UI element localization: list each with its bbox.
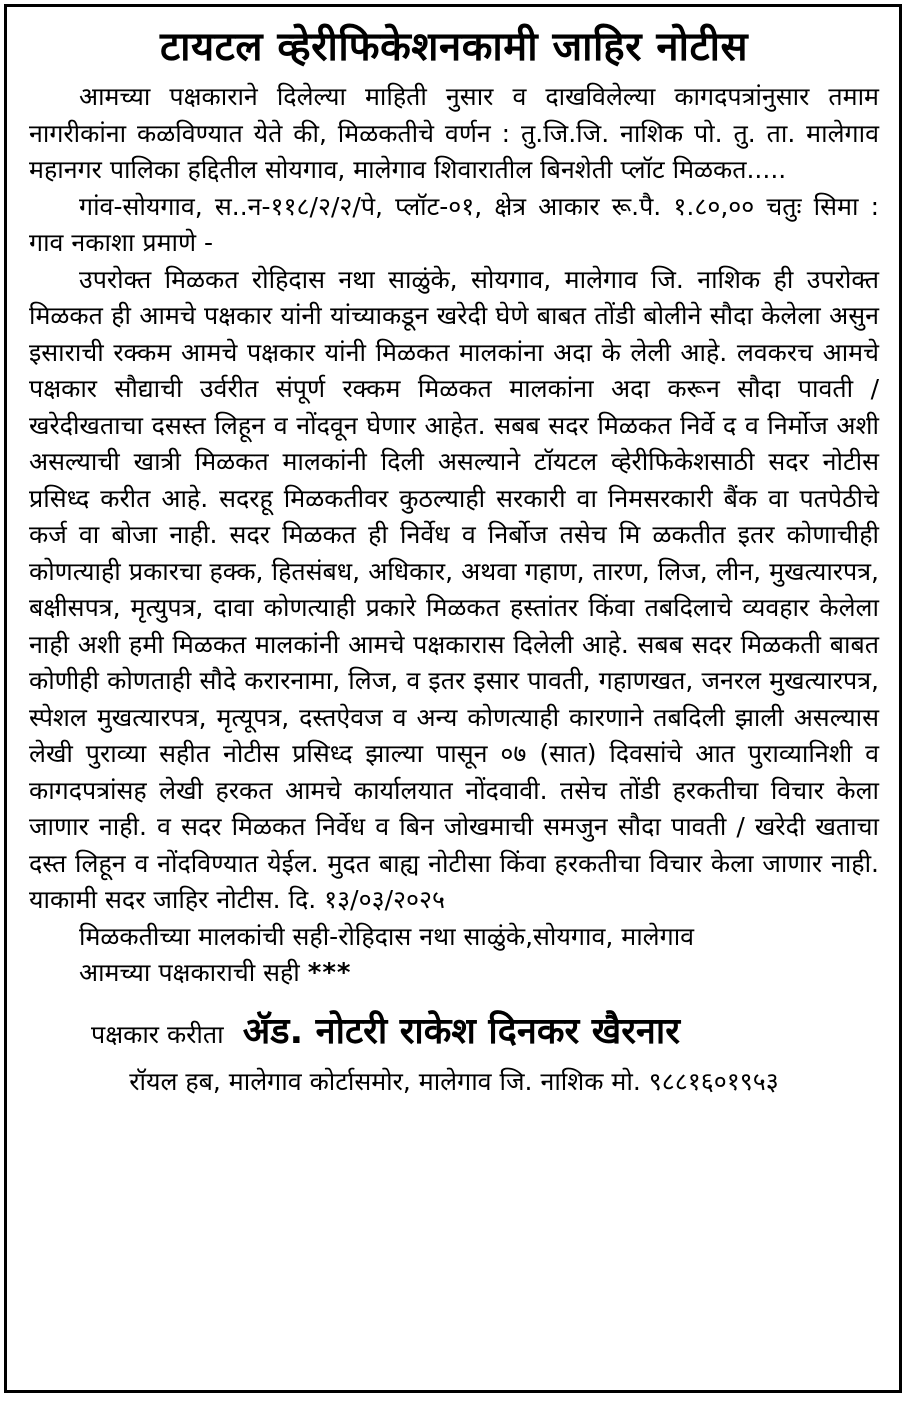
for-client-label: पक्षकार करीता <box>91 1019 224 1049</box>
advocate-signature-row <box>29 1008 879 1062</box>
advocate-name: ॲड. नोटरी राकेश दिनकर खैरनार <box>242 1010 680 1052</box>
notice-title: टायटल व्हेरीफिकेशनकामी जाहिर नोटीस <box>159 24 749 70</box>
client-signature <box>29 955 879 992</box>
advocate-address: रॉयल हब, मालेगाव कोर्टासमोर, मालेगाव जि. नाशिक मो. ९८८१६०१९५३ <box>129 1066 779 1096</box>
notice-paragraph-intro: आमच्या पक्षकाराने दिलेल्या माहिती नुसार व दाखविलेल्या कागदपत्रांनुसार तमाम नागरीकांना कळविण्यात येते की, मिळकतीचे वर्णन : तु.जि.जि. नाशिक पो. तु. ता. मालेगाव महानगर पालिका हद्दितील सोयगाव, मालेगाव शिवारातील बिनशेती प्लॉट मिळकत..... <box>29 82 879 184</box>
notice-paragraph-body: उपरोक्त मिळकत रोहिदास नथा साळुंके, सोयगाव, मालेगाव जि. नाशिक ही उपरोक्त मिळकत ही आमचे पक्षकार यांनी यांच्याकडून खरेदी घेणे बाबत तोंडी बोलीने सौदा केलेला असुन इसाराची रक्कम आमचे पक्षकार यांनी मिळकत मालकांना अदा के लेली आहे. लवकरच आमचे पक्षकार सौद्याची उर्वरीत संपूर्ण रक्कम मिळकत मालकांना अदा करून सौदा पावती /खरेदीखताचा दसस्त लिहून व नोंदवून घेणार आहेत. सबब सदर मिळकत निर्वे द व निर्मोज अशी असल्याची खात्री मिळकत मालकांनी दिली असल्याने टॉयटल व्हेरीफिकेशसाठी सदर नोटीस प्रसिध्द करीत आहे. सदरहू मिळकतीवर कुठल्याही सरकारी वा निमसरकारी बैंक वा पतपेठीचे कर्ज वा बोजा नाही. सदर मिळकत ही निर्वेध व निर्बोज तसेच मि ळकतीत इतर कोणाचीही कोणत्याही प्रकारचा हक्क, हितसंबध, अधिकार, अथवा गहाण, तारण, लिज, लीन, मुखत्यारपत्र, बक्षीसपत्र, मृत्युपत्र, दावा कोणत्याही प्रकारे मिळकत हस्तांतर किंवा तबदिलाचे व्यवहार केलेला नाही अशी हमी मिळकत मालकांनी आमचे पक्षकारास दिलेली आहे. सबब सदर मिळकती बाबत कोणीही कोणताही सौदे करारनामा, लिज, व इतर इसार पावती, गहाणखत, जनरल मुखत्यारपत्र, स्पेशल मुखत्यारपत्र, मृत्यूपत्र, दस्तऐवज व अन्य कोणत्याही कारणाने तबदिली झाली असल्यास लेखी पुराव्या सहीत नोटीस प्रसिध्द झाल्या पासून ०७ (सात) दिवसांचे आत पुराव्यानिशी व कागदपत्रांसह लेखी हरकत आमचे कार्यालयात नोंदवावी. तसेच तोंडी हरकतीचा विचार केला जाणार नाही. व सदर मिळकत निर्वेध व बिन जोखमाची समजुन सौदा पावती / खरेदी खताचा दस्त लिहून व नोंदविण्यात येईल. मुदत बाह्य नोटीसा किंवा हरकतीचा विचार केला जाणार नाही. याकामी सदर जाहिर नोटीस. दि. १३/०३/२०२५ <box>29 264 879 914</box>
client-signature-mark: *** <box>307 958 352 988</box>
notice-paragraph-property: गांव-सोयगाव, स..न-११८/२/२/पे, प्लॉट-०१, क्षेत्र आकार रू.पै. १.८०,०० चतुः सिमा : गाव नकाशा प्रमाणे - <box>29 191 879 257</box>
client-signature-label: आमच्या पक्षकाराची सही <box>79 958 300 987</box>
owner-signature: मिळकतीच्या मालकांची सही-रोहिदास नथा साळुंके,सोयगाव, मालेगाव <box>79 921 695 951</box>
public-notice <box>4 4 902 1393</box>
